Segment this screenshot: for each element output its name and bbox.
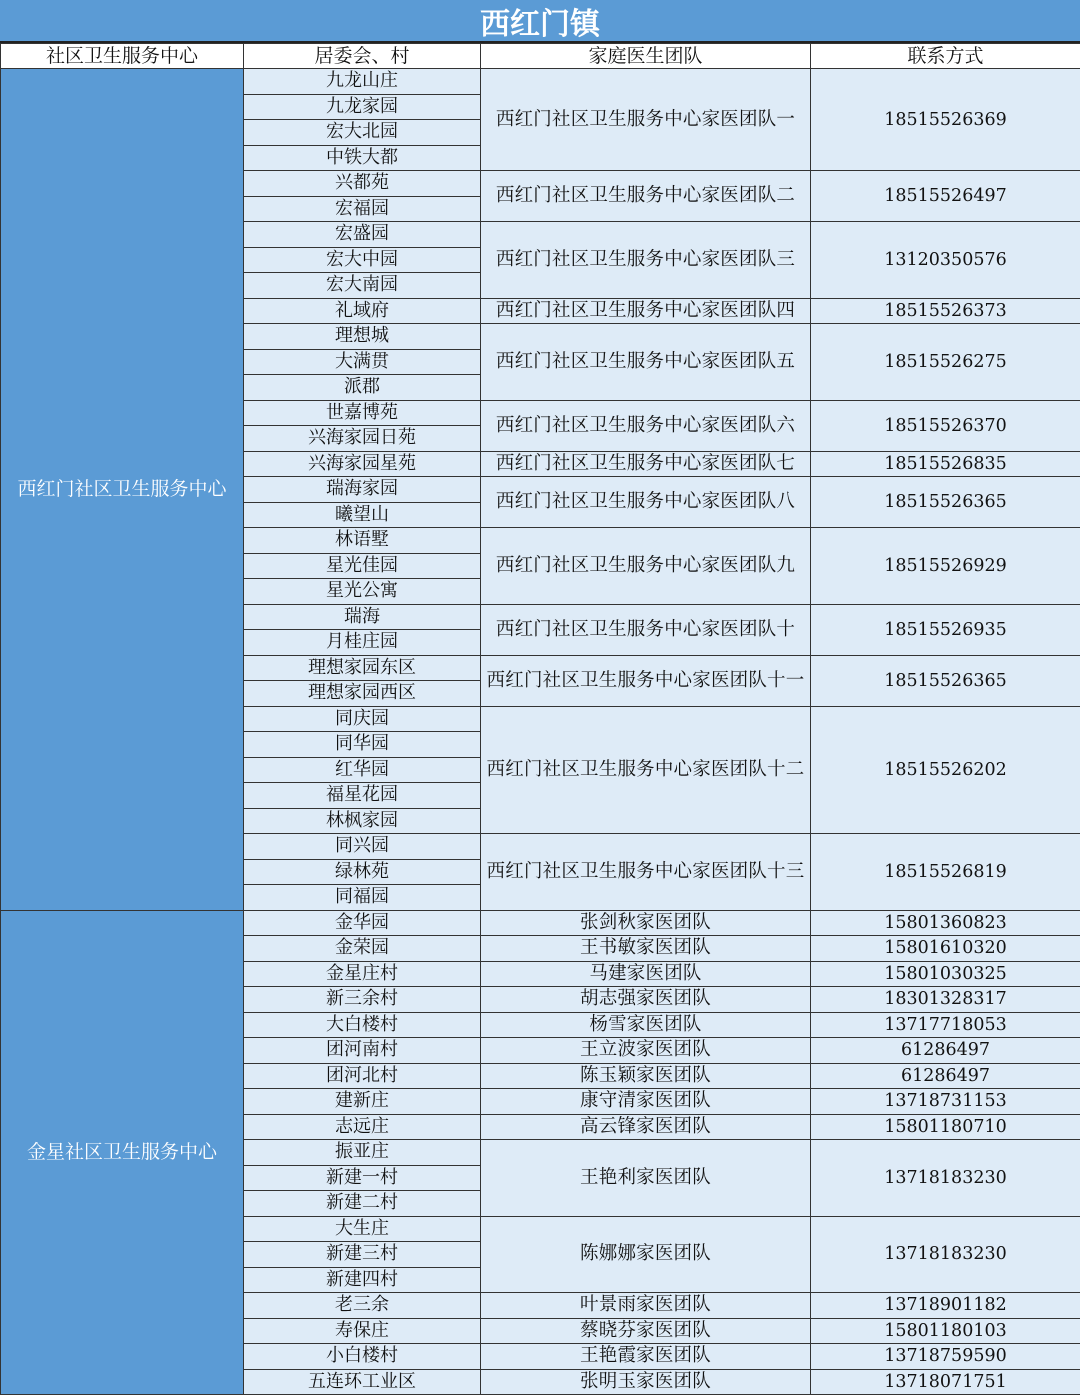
village-cell: 星光佳园 [244,553,481,579]
village-cell: 九龙家园 [244,94,481,120]
phone-cell: 61286497 [811,1063,1080,1089]
village-cell: 宏大中园 [244,247,481,273]
village-cell: 大生庄 [244,1216,481,1242]
doctor-team-cell: 胡志强家医团队 [481,987,811,1013]
phone-cell: 18515526373 [811,298,1080,324]
village-cell: 瑞海家园 [244,477,481,503]
phone-cell: 15801610320 [811,936,1080,962]
village-cell: 宏大北园 [244,120,481,146]
health-center-cell: 金星社区卫生服务中心 [1,910,244,1395]
table-row [1,69,1080,95]
village-cell: 世嘉博苑 [244,400,481,426]
phone-cell: 18301328317 [811,987,1080,1013]
village-cell: 新三余村 [244,987,481,1013]
village-cell: 宏福园 [244,196,481,222]
phone-cell: 13718759590 [811,1344,1080,1370]
doctor-team-cell: 杨雪家医团队 [481,1012,811,1038]
column-header: 联系方式 [811,44,1080,69]
family-doctor-table [0,43,1080,1395]
doctor-team-cell: 马建家医团队 [481,961,811,987]
phone-cell: 13718183230 [811,1216,1080,1293]
doctor-team-cell: 康守清家医团队 [481,1089,811,1115]
village-cell: 大白楼村 [244,1012,481,1038]
village-cell: 兴海家园星苑 [244,451,481,477]
village-cell: 同庆园 [244,706,481,732]
phone-cell: 18515526369 [811,69,1080,171]
village-cell: 金荣园 [244,936,481,962]
doctor-team-cell: 西红门社区卫生服务中心家医团队一 [481,69,811,171]
village-cell: 瑞海 [244,604,481,630]
village-cell: 中铁大都 [244,145,481,171]
phone-cell: 13120350576 [811,222,1080,299]
phone-cell: 13717718053 [811,1012,1080,1038]
phone-cell: 18515526935 [811,604,1080,655]
village-cell: 理想城 [244,324,481,350]
phone-cell: 15801030325 [811,961,1080,987]
health-center-cell: 西红门社区卫生服务中心 [1,69,244,911]
doctor-team-cell: 西红门社区卫生服务中心家医团队九 [481,528,811,605]
doctor-team-cell: 西红门社区卫生服务中心家医团队十 [481,604,811,655]
doctor-team-cell: 王书敏家医团队 [481,936,811,962]
doctor-team-cell: 陈娜娜家医团队 [481,1216,811,1293]
village-cell: 月桂庄园 [244,630,481,656]
column-header: 社区卫生服务中心 [1,44,244,69]
doctor-team-cell: 西红门社区卫生服务中心家医团队十三 [481,834,811,911]
village-cell: 林枫家园 [244,808,481,834]
phone-cell: 15801360823 [811,910,1080,936]
phone-cell: 15801180103 [811,1318,1080,1344]
doctor-team-cell: 张剑秋家医团队 [481,910,811,936]
village-cell: 团河南村 [244,1038,481,1064]
village-cell: 曦望山 [244,502,481,528]
doctor-team-cell: 西红门社区卫生服务中心家医团队十二 [481,706,811,834]
doctor-team-cell: 陈玉颖家医团队 [481,1063,811,1089]
phone-cell: 18515526275 [811,324,1080,401]
doctor-team-cell: 西红门社区卫生服务中心家医团队三 [481,222,811,299]
doctor-team-cell: 叶景雨家医团队 [481,1293,811,1319]
phone-cell: 18515526929 [811,528,1080,605]
village-cell: 五连环工业区 [244,1369,481,1395]
phone-cell: 13718901182 [811,1293,1080,1319]
village-cell: 派郡 [244,375,481,401]
village-cell: 同兴园 [244,834,481,860]
village-cell: 同福园 [244,885,481,911]
village-cell: 宏盛园 [244,222,481,248]
village-cell: 同华园 [244,732,481,758]
phone-cell: 18515526365 [811,477,1080,528]
village-cell: 红华园 [244,757,481,783]
village-cell: 团河北村 [244,1063,481,1089]
column-header: 家庭医生团队 [481,44,811,69]
phone-cell: 13718731153 [811,1089,1080,1115]
village-cell: 宏大南园 [244,273,481,299]
village-cell: 振亚庄 [244,1140,481,1166]
village-cell: 志远庄 [244,1114,481,1140]
phone-cell: 13718183230 [811,1140,1080,1217]
village-cell: 老三余 [244,1293,481,1319]
village-cell: 兴海家园日苑 [244,426,481,452]
village-cell: 绿林苑 [244,859,481,885]
doctor-team-cell: 张明玉家医团队 [481,1369,811,1395]
village-cell: 礼域府 [244,298,481,324]
village-cell: 福星花园 [244,783,481,809]
phone-cell: 18515526835 [811,451,1080,477]
village-cell: 新建一村 [244,1165,481,1191]
phone-cell: 18515526365 [811,655,1080,706]
phone-cell: 18515526497 [811,171,1080,222]
village-cell: 九龙山庄 [244,69,481,95]
table-body [1,69,1080,1395]
doctor-team-cell: 蔡晓芬家医团队 [481,1318,811,1344]
table-header-row [1,44,1080,69]
doctor-team-cell: 西红门社区卫生服务中心家医团队二 [481,171,811,222]
doctor-team-cell: 西红门社区卫生服务中心家医团队四 [481,298,811,324]
column-header: 居委会、村 [244,44,481,69]
village-cell: 建新庄 [244,1089,481,1115]
village-cell: 金华园 [244,910,481,936]
page-title: 西红门镇 [0,0,1080,43]
village-cell: 理想家园东区 [244,655,481,681]
village-cell: 理想家园西区 [244,681,481,707]
doctor-team-cell: 西红门社区卫生服务中心家医团队八 [481,477,811,528]
village-cell: 寿保庄 [244,1318,481,1344]
village-cell: 新建四村 [244,1267,481,1293]
village-cell: 新建三村 [244,1242,481,1268]
village-cell: 小白楼村 [244,1344,481,1370]
phone-cell: 18515526819 [811,834,1080,911]
doctor-team-cell: 西红门社区卫生服务中心家医团队七 [481,451,811,477]
phone-cell: 15801180710 [811,1114,1080,1140]
village-cell: 大满贯 [244,349,481,375]
village-cell: 星光公寓 [244,579,481,605]
doctor-team-cell: 高云锋家医团队 [481,1114,811,1140]
phone-cell: 18515526370 [811,400,1080,451]
village-cell: 金星庄村 [244,961,481,987]
doctor-team-cell: 王立波家医团队 [481,1038,811,1064]
doctor-team-cell: 王艳霞家医团队 [481,1344,811,1370]
doctor-team-cell: 王艳利家医团队 [481,1140,811,1217]
doctor-team-cell: 西红门社区卫生服务中心家医团队六 [481,400,811,451]
village-cell: 兴都苑 [244,171,481,197]
table-row [1,910,1080,936]
village-cell: 新建二村 [244,1191,481,1217]
village-cell: 林语墅 [244,528,481,554]
doctor-team-cell: 西红门社区卫生服务中心家医团队十一 [481,655,811,706]
phone-cell: 18515526202 [811,706,1080,834]
doctor-team-cell: 西红门社区卫生服务中心家医团队五 [481,324,811,401]
phone-cell: 13718071751 [811,1369,1080,1395]
phone-cell: 61286497 [811,1038,1080,1064]
